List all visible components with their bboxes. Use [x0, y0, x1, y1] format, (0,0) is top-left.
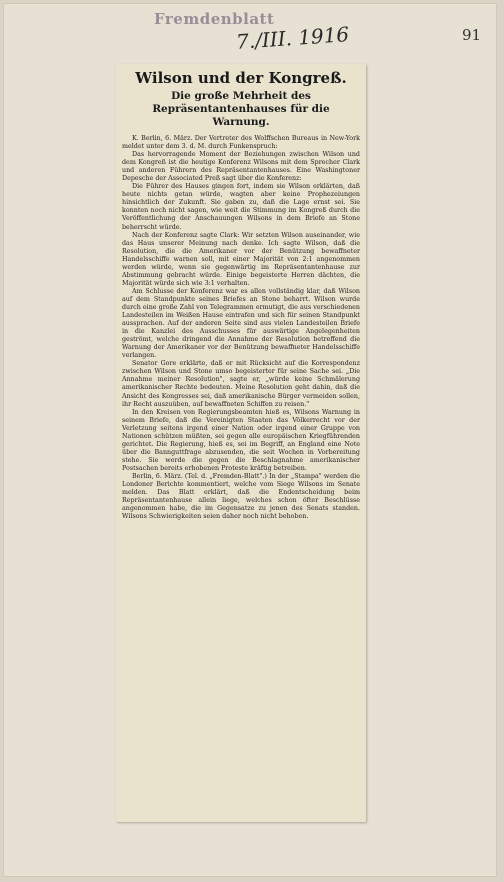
article-paragraph: K. Berlin, 6. März. Der Vertreter des Wolffschen Bureaus in New-York meldet unter dem 3. d. M. durch Funkenspruch: [122, 135, 360, 151]
article-paragraph: Nach der Konferenz sagte Clark: Wir setzten Wilson auseinander, wie das Haus unserer Meinung nach denke. Ich sagte Wilson, daß die Resolution, die die Amerikaner vor der Benützung bewaffneter Handelsschiffe warnen soll, mit einer Majorität von 2:1 angenommen werden würde, wenn sie gegenwärtig im Repräsentantenhause zur Abstimmung gebracht würde. Einige begeisterte Herren dächten, die Majorität würde sich wie 3:1 verhalten. [122, 231, 360, 287]
newspaper-stamp: Fremdenblatt [154, 10, 275, 28]
handwritten-date: 7./III. 1916 [235, 22, 350, 54]
article-paragraph: In den Kreisen von Regierungsbeamten hieß es, Wilsons Warnung in seinem Briefe, daß die Vereinigten Staaten das Völkerrecht vor der Verletzung seitens irgend einer Nation oder irgend einer Gruppe von Nationen schützen müßten, sei gegen alle europäischen Kriegführenden gerichtet. Die Regierung, hieß es, sei im Begriff, an England eine Note über die Bannguttfrage abzusenden, die seit Wochen in Vorbereitung stehe. Sie werde die gegen die Beschlagnahme amerikanischer Postsachen bereits erhobenen Proteste kräftig betreiben. [122, 408, 360, 472]
article-paragraph: Die Führer des Hauses gingen fort, indem sie Wilson erklärten, daß heute nichts getan würde, wagten aber keine Prophezeiungen hinsichtlich der Zukunft. Sie gaben zu, daß die Lage ernst sei. Sie konnten noch nicht sagen, wie weit die Stimmung im Kongreß durch die Veröffentlichung der Anschauungen Wilsons in dem Briefe an Stone beherrscht würde. [122, 183, 360, 231]
article-paragraph: Senator Gore erklärte, daß er mit Rücksicht auf die Korrespondenz zwischen Wilson und Stone umso begeisterter für seine Sache sei. „Die Annahme meiner Resolution", sagte er, „würde keine Schmälerung amerikanischer Rechte bedeuten. Meine Resolution geht dahin, daß die Ansicht des Kongresses sei, daß amerikanische Bürger vermeiden sollen, ihr Recht auszuüben, auf bewaffneten Schiffen zu reisen." [122, 360, 360, 408]
article-body [122, 135, 360, 521]
article-paragraph: Das hervorragende Moment der Beziehungen zwischen Wilson und dem Kongreß ist die heutige Konferenz Wilsons mit dem Sprecher Clark und anderen Führern des Repräsentantenhauses. Eine Washingtoner Depesche der Associated Preß sagt über die Konferenz: [122, 151, 360, 183]
article-paragraph: Am Schlusse der Konferenz war es allen vollständig klar, daß Wilson auf dem Standpunkte seines Briefes an Stone beharrt. Wilson wurde durch eine große Zahl von Telegrammen ermutigt, die aus verschiedenen Landesteilen im Weißen Hause eintrafen und sich für seinen Standpunkt aussprachen. Auf der anderen Seite sind aus vielen Landesteilen Briefe in die Kanzlei des Ausschusses für auswärtige Angelegenheiten geströmt, welche dringend die Annahme der Resolution betreffend die Warnung der Amerikaner vor der Benützung bewaffneter Handelsschiffe verlangen. [122, 287, 360, 360]
newspaper-clipping [116, 64, 366, 822]
article-headline: Wilson und der Kongreß. [135, 69, 347, 87]
archive-sheet [4, 4, 496, 876]
article-paragraph: Berlin, 6. März. (Tel. d. „Fremden-Blatt".) In der „Stampa" werden die Londoner Berichte kommentiert, welche vom Siege Wilsons im Senate melden. Das Blatt erklärt, daß die Endentscheidung beim Repräsentantenhause allein liege, welches schon öfter Beschlüsse angenommen habe, die im Gegensatze zu jenen des Senats standen. Wilsons Schwierigkeiten seien daher noch nicht behoben. [122, 472, 360, 521]
article-subheadline: Die große Mehrheit des Repräsentantenhauses für die Warnung. [152, 90, 330, 128]
page-number: 91 [462, 26, 482, 44]
